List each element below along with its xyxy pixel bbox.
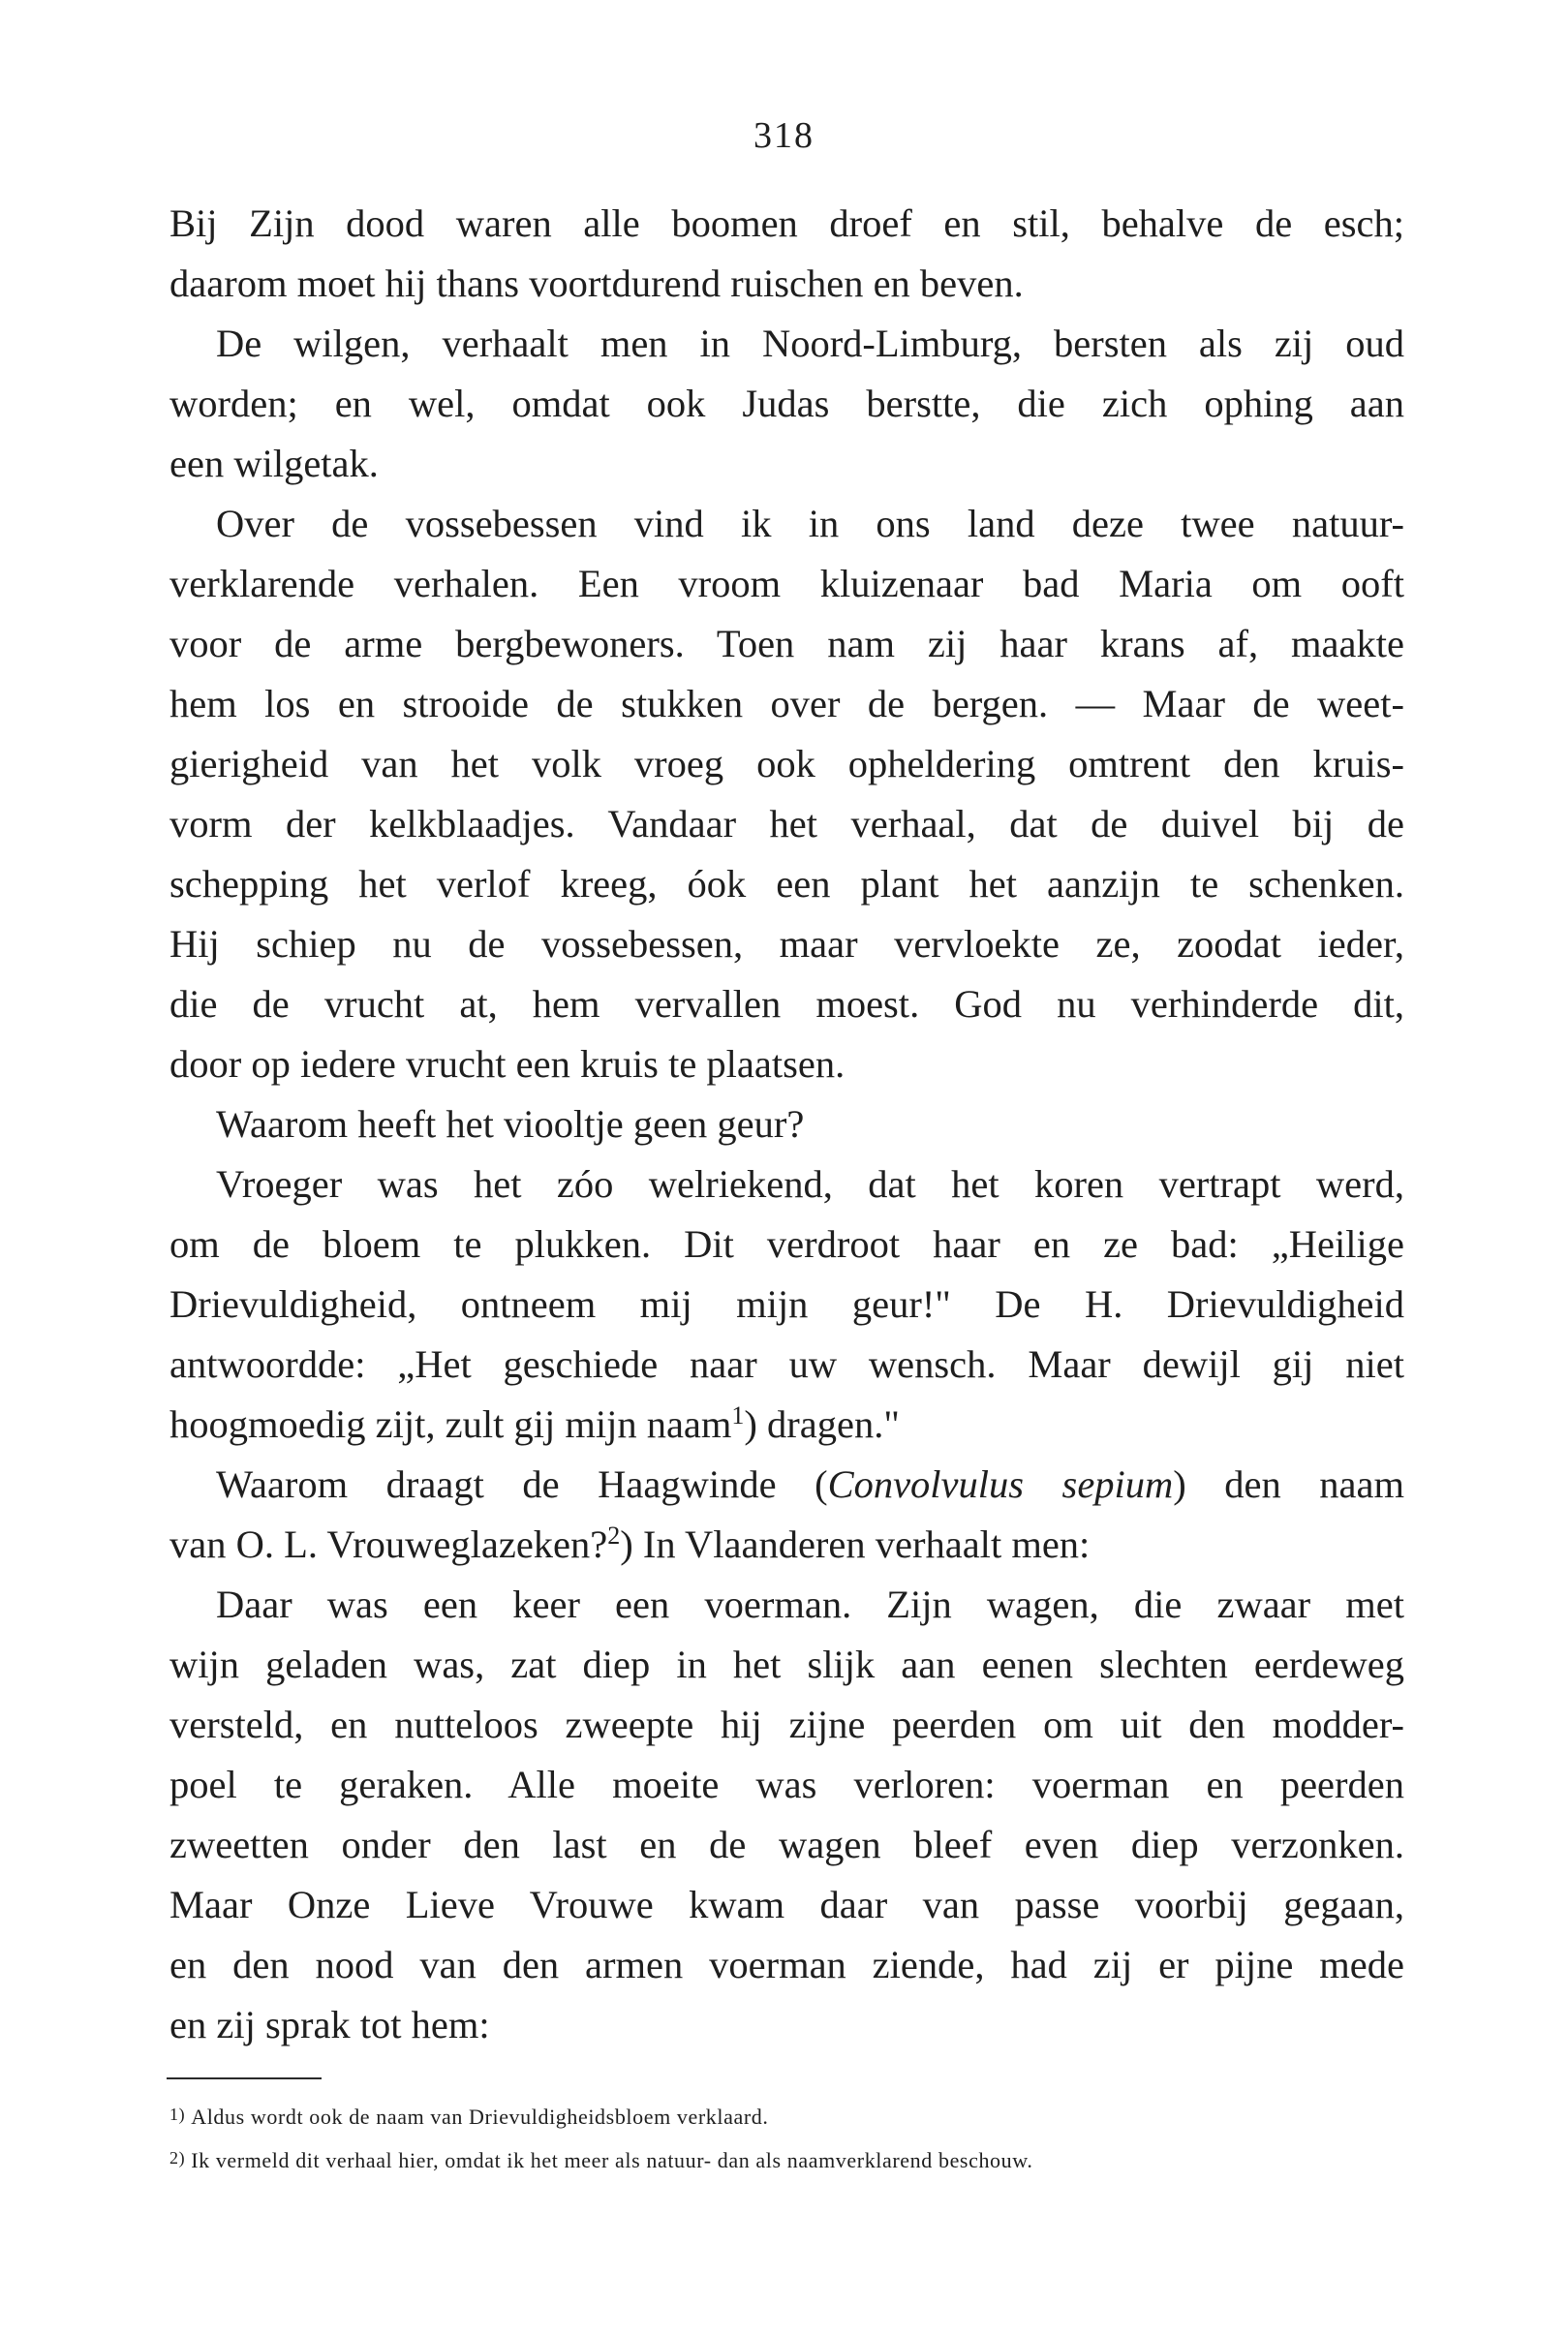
line-text: hoogmoedig zijt, zult gij mijn naam [169, 1402, 732, 1446]
text-line [169, 1275, 1404, 1335]
line-text: verklarende verhalen. Een vroom kluizenaar bad Maria om ooft [169, 562, 1404, 605]
footnote-reference: 1 [731, 1401, 745, 1430]
footnotes [169, 2094, 1404, 2181]
text-line [169, 674, 1404, 734]
text-line [169, 1395, 1404, 1455]
line-text: worden; en wel, omdat ook Judas berstte, die zich ophing aan [169, 382, 1404, 425]
footnote-reference: 2 [607, 1522, 621, 1550]
line-text: Waarom heeft het viooltje geen geur? [216, 1102, 805, 1146]
text-line [169, 434, 1404, 494]
line-text: Drievuldigheid, ontneem mij mijn geur!" De H. Drievuldigheid [169, 1282, 1404, 1326]
footnote-text: Aldus wordt ook de naam van Drievuldigheidsbloem verklaard. [191, 2105, 769, 2129]
line-text: hem los en strooide de stukken over de bergen. — Maar de weet- [169, 682, 1404, 725]
line-text: om de bloem te plukken. Dit verdroot haar en ze bad: „Heilige [169, 1222, 1404, 1266]
footnote-mark: 1) [169, 2105, 186, 2124]
line-text: gierigheid van het volk vroeg ook opheldering omtrent den kruis- [169, 742, 1404, 785]
text-line [169, 1515, 1404, 1575]
text-line [169, 194, 1404, 254]
latin-plant-name: Convolvulus sepium [827, 1462, 1174, 1506]
text-line [169, 374, 1404, 434]
line-text: voor de arme bergbewoners. Toen nam zij haar krans af, maakte [169, 622, 1404, 665]
line-text: Waarom draagt de Haagwinde (Convolvulus sepium) den naam [216, 1462, 1404, 1506]
footnote-text: Ik vermeld dit verhaal hier, omdat ik het meer als natuur- dan als naamverklarend beschouw. [191, 2148, 1033, 2172]
line-text: Daar was een keer een voerman. Zijn wagen, die zwaar met [216, 1583, 1404, 1626]
line-text: die de vrucht at, hem vervallen moest. God nu verhinderde dit, [169, 982, 1404, 1026]
footnote-divider [167, 2077, 322, 2079]
page-number: 318 [753, 115, 815, 156]
text-line [169, 1875, 1404, 1935]
footnote [169, 2137, 1404, 2181]
line-text: een wilgetak. [169, 442, 379, 485]
line-text: De wilgen, verhaalt men in Noord-Limburg, bersten als zij oud [216, 322, 1404, 365]
text-line [169, 1335, 1404, 1395]
text-line [169, 1215, 1404, 1275]
text-line [169, 1575, 1404, 1635]
line-text-continuation: ) dragen." [744, 1402, 900, 1446]
text-line [169, 614, 1404, 674]
line-text: vorm der kelkblaadjes. Vandaar het verhaal, dat de duivel bij de [169, 802, 1404, 846]
text-line [169, 1635, 1404, 1695]
text-line [169, 1755, 1404, 1815]
text-line [169, 1094, 1404, 1154]
footnote [169, 2094, 1404, 2137]
line-text: wijn geladen was, zat diep in het slijk aan eenen slechten eerdeweg [169, 1643, 1404, 1686]
text-line [169, 1935, 1404, 1995]
line-text: versteld, en nutteloos zweepte hij zijne peerden om uit den modder- [169, 1703, 1404, 1746]
text-line [169, 1995, 1404, 2055]
line-text: zweetten onder den last en de wagen bleef even diep verzonken. [169, 1823, 1404, 1866]
line-text-continuation: ) In Vlaanderen verhaalt men: [620, 1522, 1091, 1566]
text-line [169, 254, 1404, 314]
text-line [169, 494, 1404, 554]
line-text: antwoordde: „Het geschiede naar uw wensch. Maar dewijl gij niet [169, 1342, 1404, 1386]
text-line [169, 794, 1404, 854]
line-text: en zij sprak tot hem: [169, 2003, 490, 2046]
line-text: schepping het verlof kreeg, óok een plant het aanzijn te schenken. [169, 862, 1404, 906]
text-line [169, 914, 1404, 974]
text-line [169, 1455, 1404, 1515]
text-line [169, 1034, 1404, 1094]
text-line [169, 854, 1404, 914]
text-line [169, 1154, 1404, 1215]
line-text: daarom moet hij thans voortdurend ruischen en beven. [169, 261, 1024, 305]
text-line [169, 554, 1404, 614]
line-text: van O. L. Vrouweglazeken? [169, 1522, 608, 1566]
line-text: poel te geraken. Alle moeite was verloren: voerman en peerden [169, 1763, 1404, 1806]
text-line [169, 734, 1404, 794]
line-text: door op iedere vrucht een kruis te plaatsen. [169, 1042, 845, 1086]
line-text: Bij Zijn dood waren alle boomen droef en stil, behalve de esch; [169, 201, 1404, 245]
line-text: Vroeger was het zóo welriekend, dat het koren vertrapt werd, [216, 1162, 1404, 1206]
text-line [169, 1815, 1404, 1875]
text-line [169, 314, 1404, 374]
footnote-mark: 2) [169, 2148, 186, 2168]
text-line [169, 974, 1404, 1034]
text-line [169, 1695, 1404, 1755]
body-text [169, 194, 1404, 2055]
line-text: Over de vossebessen vind ik in ons land deze twee natuur- [216, 502, 1404, 545]
line-text: Maar Onze Lieve Vrouwe kwam daar van passe voorbij gegaan, [169, 1883, 1404, 1926]
line-text: en den nood van den armen voerman ziende, had zij er pijne mede [169, 1943, 1404, 1986]
line-text: Hij schiep nu de vossebessen, maar vervloekte ze, zoodat ieder, [169, 922, 1404, 966]
